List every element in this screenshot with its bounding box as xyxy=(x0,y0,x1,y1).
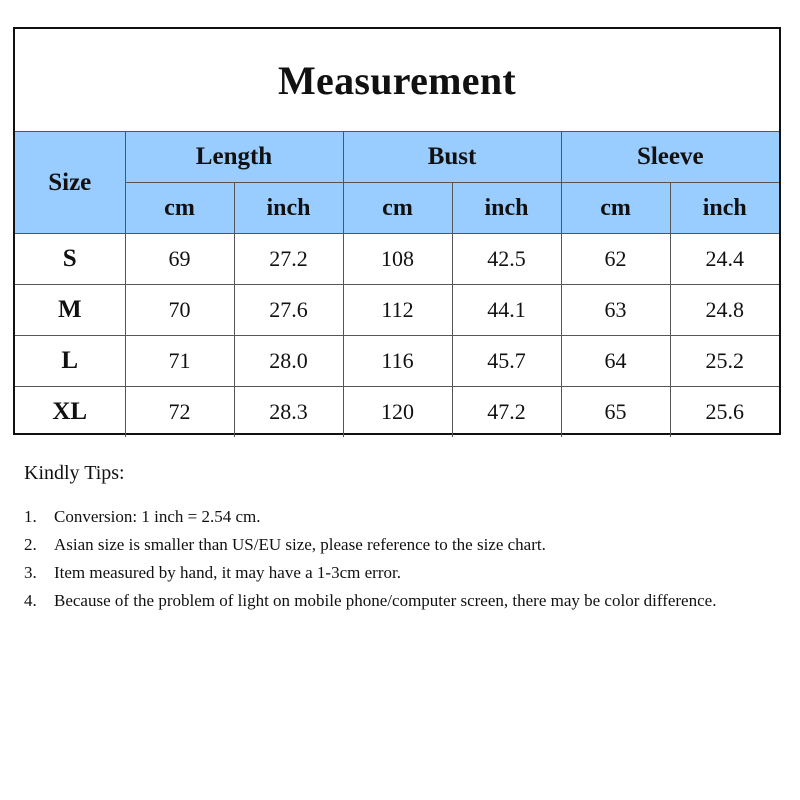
size-table xyxy=(15,131,779,437)
table-cell: 71 xyxy=(125,336,234,387)
unit-header: inch xyxy=(452,183,561,234)
list-item-number: 3. xyxy=(24,563,37,582)
size-label: M xyxy=(15,285,125,336)
unit-header: inch xyxy=(234,183,343,234)
table-cell: 27.2 xyxy=(234,234,343,285)
table-cell: 24.4 xyxy=(670,234,779,285)
table-cell: 42.5 xyxy=(452,234,561,285)
group-header-sleeve: Sleeve xyxy=(561,132,779,183)
table-cell: 72 xyxy=(125,387,234,438)
group-header-row xyxy=(15,132,779,183)
list-item-text: Conversion: 1 inch = 2.54 cm. xyxy=(54,507,261,526)
list-item xyxy=(24,503,764,531)
table-cell: 112 xyxy=(343,285,452,336)
table-cell: 65 xyxy=(561,387,670,438)
list-item-number: 4. xyxy=(24,591,37,610)
table-row xyxy=(15,285,779,336)
table-cell: 47.2 xyxy=(452,387,561,438)
list-item-text: Because of the problem of light on mobile phone/computer screen, there may be color difference. xyxy=(54,591,717,610)
table-cell: 44.1 xyxy=(452,285,561,336)
table-row xyxy=(15,234,779,285)
table-row xyxy=(15,387,779,438)
table-cell: 70 xyxy=(125,285,234,336)
list-item-text: Asian size is smaller than US/EU size, please reference to the size chart. xyxy=(54,535,546,554)
unit-header: cm xyxy=(561,183,670,234)
unit-header-row xyxy=(15,183,779,234)
measurement-chart xyxy=(13,27,781,435)
size-label: L xyxy=(15,336,125,387)
list-item xyxy=(24,559,764,587)
tips-title: Kindly Tips: xyxy=(24,462,125,484)
table-cell: 25.6 xyxy=(670,387,779,438)
table-cell: 27.6 xyxy=(234,285,343,336)
unit-header: inch xyxy=(670,183,779,234)
unit-header: cm xyxy=(125,183,234,234)
size-column-header: Size xyxy=(15,132,125,234)
table-cell: 108 xyxy=(343,234,452,285)
table-row xyxy=(15,336,779,387)
table-cell: 24.8 xyxy=(670,285,779,336)
table-cell: 64 xyxy=(561,336,670,387)
list-item xyxy=(24,531,764,559)
table-cell: 45.7 xyxy=(452,336,561,387)
title-bar xyxy=(15,29,779,132)
list-item-number: 1. xyxy=(24,507,37,526)
table-cell: 62 xyxy=(561,234,670,285)
tips-section xyxy=(24,462,764,615)
table-cell: 116 xyxy=(343,336,452,387)
table-cell: 69 xyxy=(125,234,234,285)
table-cell: 120 xyxy=(343,387,452,438)
table-cell: 28.0 xyxy=(234,336,343,387)
table-cell: 25.2 xyxy=(670,336,779,387)
chart-title: Measurement xyxy=(277,57,517,103)
list-item-number: 2. xyxy=(24,535,37,554)
size-label: XL xyxy=(15,387,125,438)
group-header-bust: Bust xyxy=(343,132,561,183)
list-item xyxy=(24,587,764,615)
table-cell: 63 xyxy=(561,285,670,336)
group-header-length: Length xyxy=(125,132,343,183)
unit-header: cm xyxy=(343,183,452,234)
list-item-text: Item measured by hand, it may have a 1-3cm error. xyxy=(54,563,401,582)
tips-list xyxy=(24,503,764,615)
table-cell: 28.3 xyxy=(234,387,343,438)
size-label: S xyxy=(15,234,125,285)
